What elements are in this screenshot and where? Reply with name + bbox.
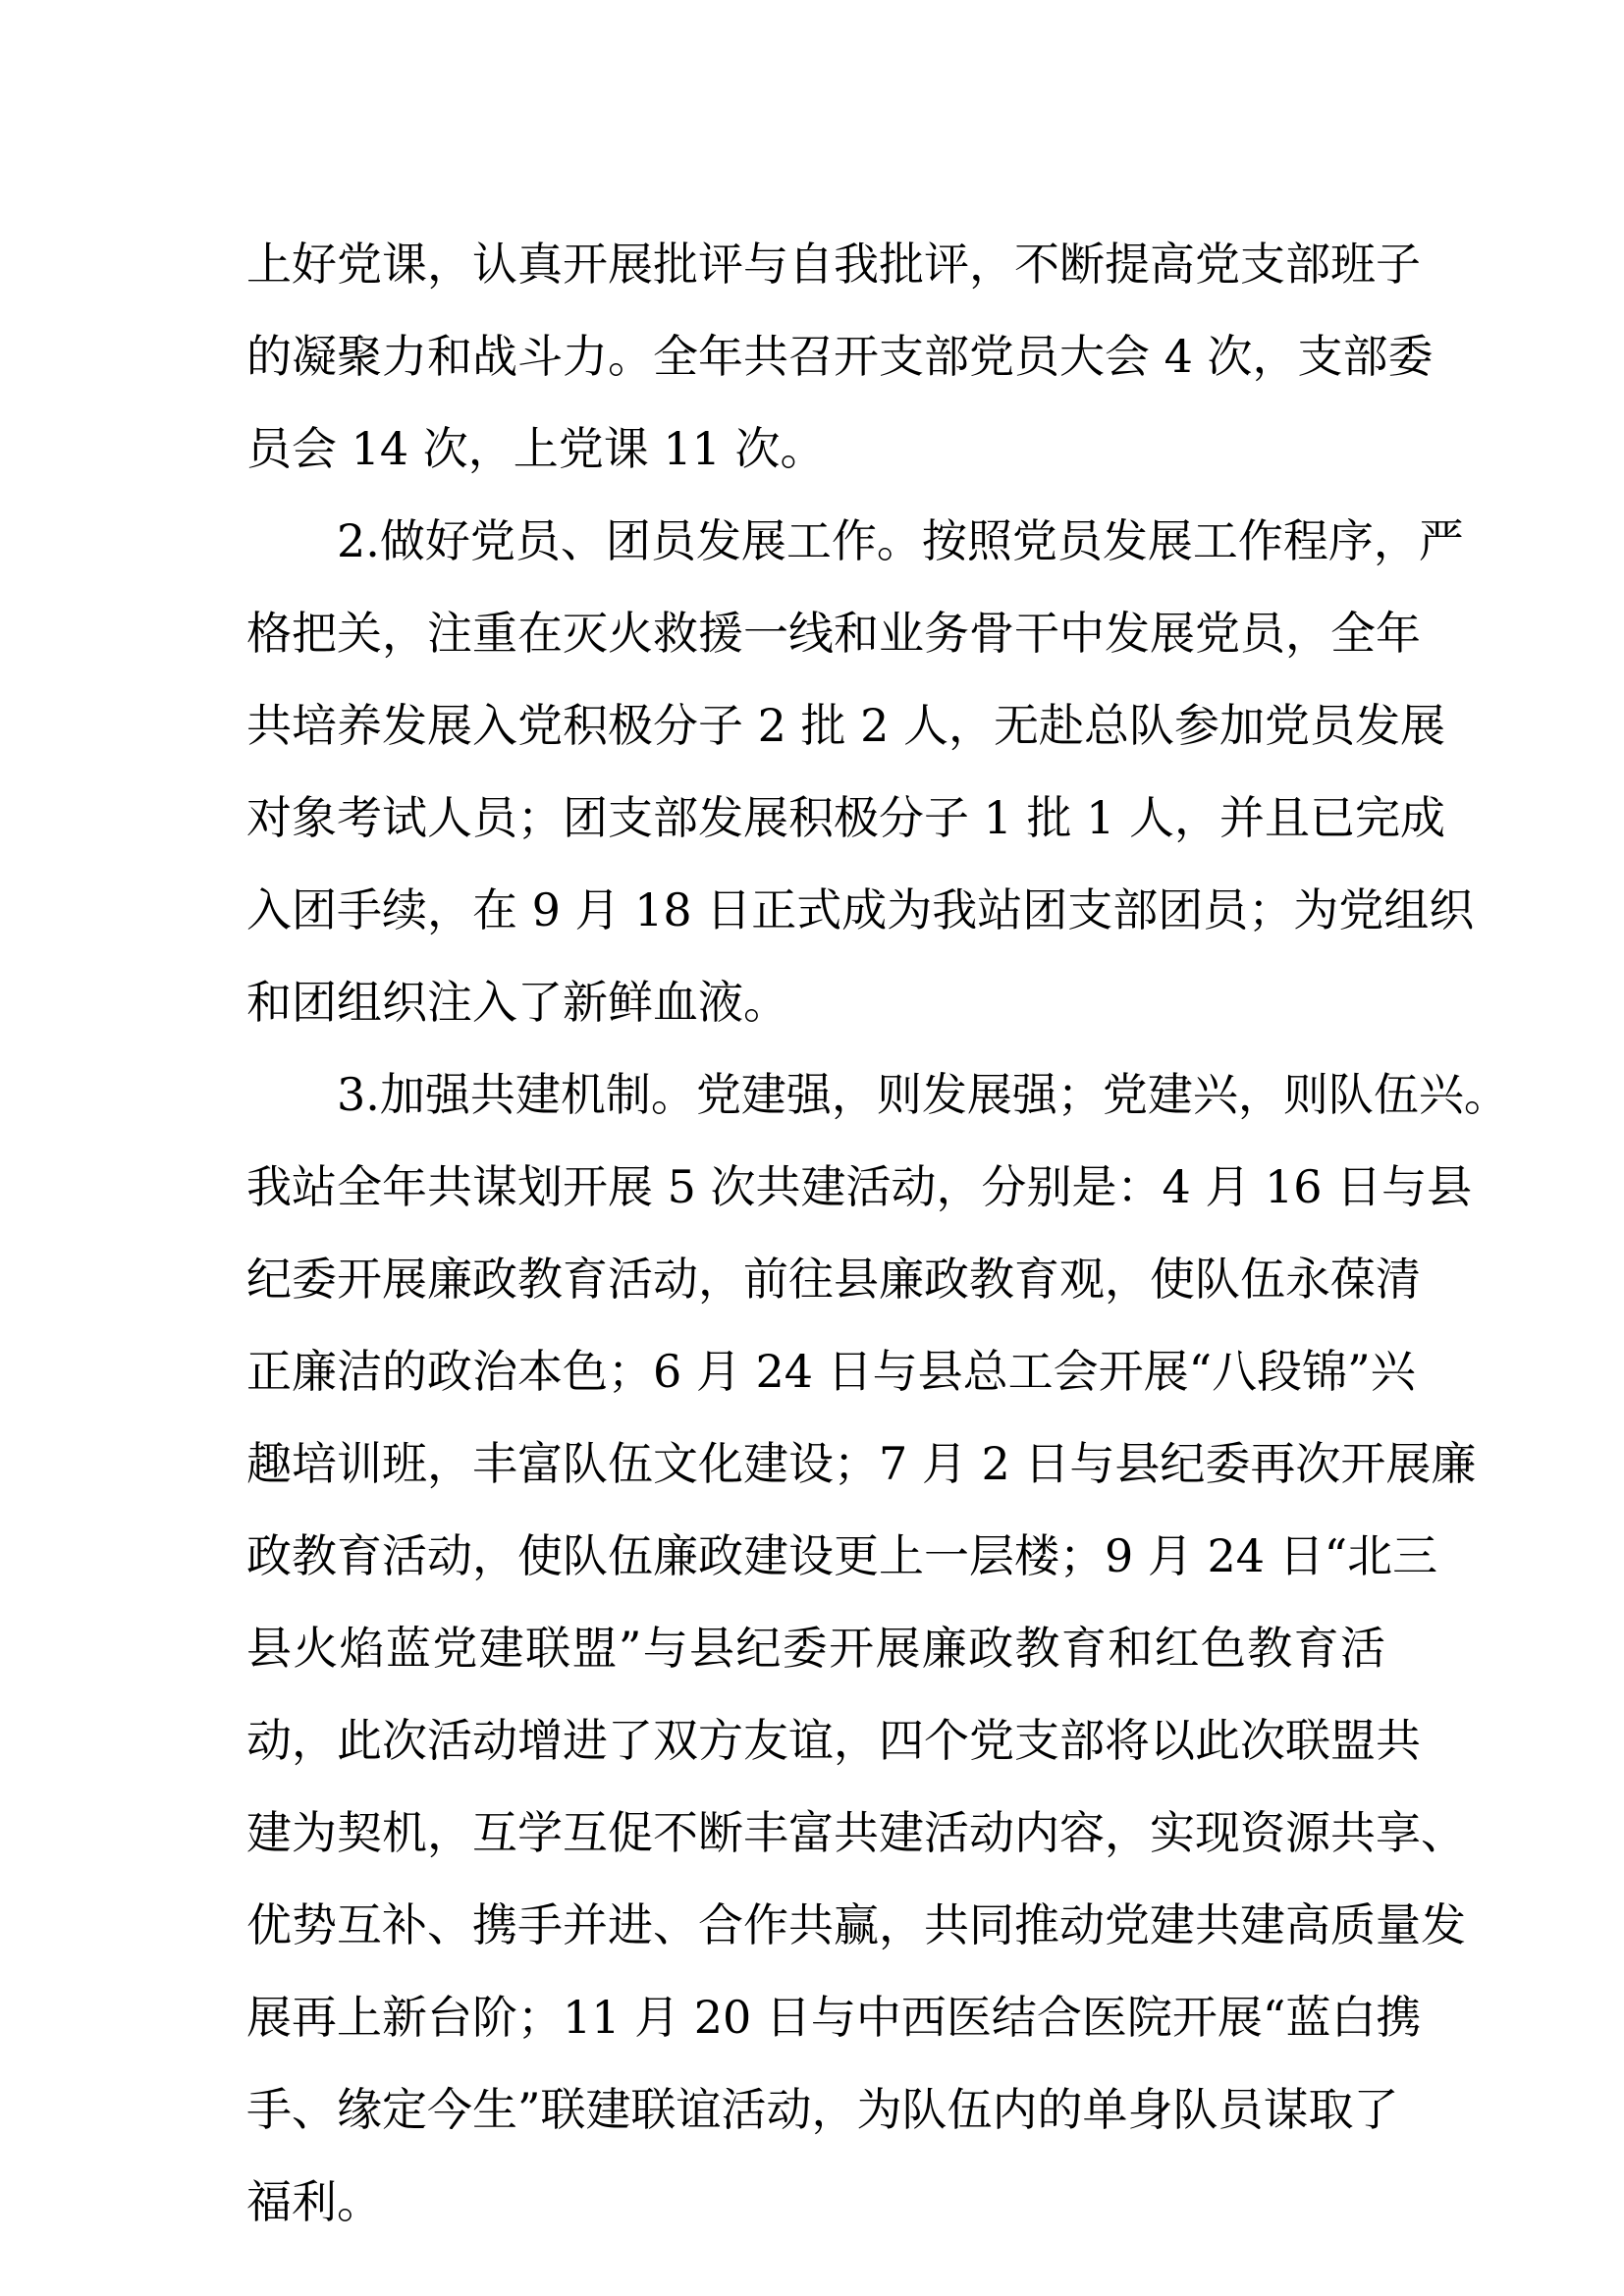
text-line: 展再上新台阶；11 月 20 日与中西医结合医院开展“蓝白携 [246, 1991, 1422, 2044]
body-text [246, 218, 1509, 2248]
text-line: 员会 14 次，上党课 11 次。 [246, 422, 826, 475]
text-line: 对象考试人员；团支部发展积极分子 1 批 1 人，并且已完成 [246, 791, 1446, 844]
text-line: 手、缘定今生”联建联谊活动，为队伍内的单身队员谋取了 [246, 2083, 1399, 2136]
text-line: 上好党课，认真开展批评与自我批评，不断提高党支部班子 [246, 238, 1421, 291]
paragraph-2-first-line: 2.做好党员、团员发展工作。按照党员发展工作程序，严 [337, 514, 1464, 567]
text-line: 福利。 [246, 2175, 382, 2228]
text-line: 纪委开展廉政教育活动，前往县廉政教育观，使队伍永葆清 [246, 1253, 1421, 1306]
text-line: 格把关，注重在灭火救援一线和业务骨干中发展党员，全年 [246, 607, 1421, 660]
text-line: 我站全年共谋划开展 5 次共建活动，分别是：4 月 16 日与县 [246, 1160, 1473, 1213]
paragraph-3-first-line: 3.加强共建机制。党建强，则发展强；党建兴，则队伍兴。 [337, 1068, 1509, 1121]
text-line: 共培养发展入党积极分子 2 批 2 人，无赴总队参加党员发展 [246, 699, 1446, 752]
text-line: 优势互补、携手并进、合作共赢，共同推动党建共建高质量发 [246, 1898, 1466, 1951]
text-line: 政教育活动，使队伍廉政建设更上一层楼；9 月 24 日“北三 [246, 1529, 1438, 1582]
text-line: 建为契机，互学互促不断丰富共建活动内容，实现资源共享、 [246, 1806, 1466, 1859]
text-line: 正廉洁的政治本色；6 月 24 日与县总工会开展“八段锦”兴 [246, 1345, 1416, 1398]
text-line: 入团手续，在 9 月 18 日正式成为我站团支部团员；为党组织 [246, 883, 1475, 936]
text-line: 县火焰蓝党建联盟”与县纪委开展廉政教育和红色教育活 [246, 1622, 1385, 1675]
text-line: 和团组织注入了新鲜血液。 [246, 976, 788, 1029]
text-line: 动，此次活动增进了双方友谊，四个党支部将以此次联盟共 [246, 1714, 1421, 1767]
text-line: 趣培训班，丰富队伍文化建设；7 月 2 日与县纪委再次开展廉 [246, 1437, 1477, 1490]
text-line: 的凝聚力和战斗力。全年共召开支部党员大会 4 次，支部委 [246, 330, 1434, 383]
